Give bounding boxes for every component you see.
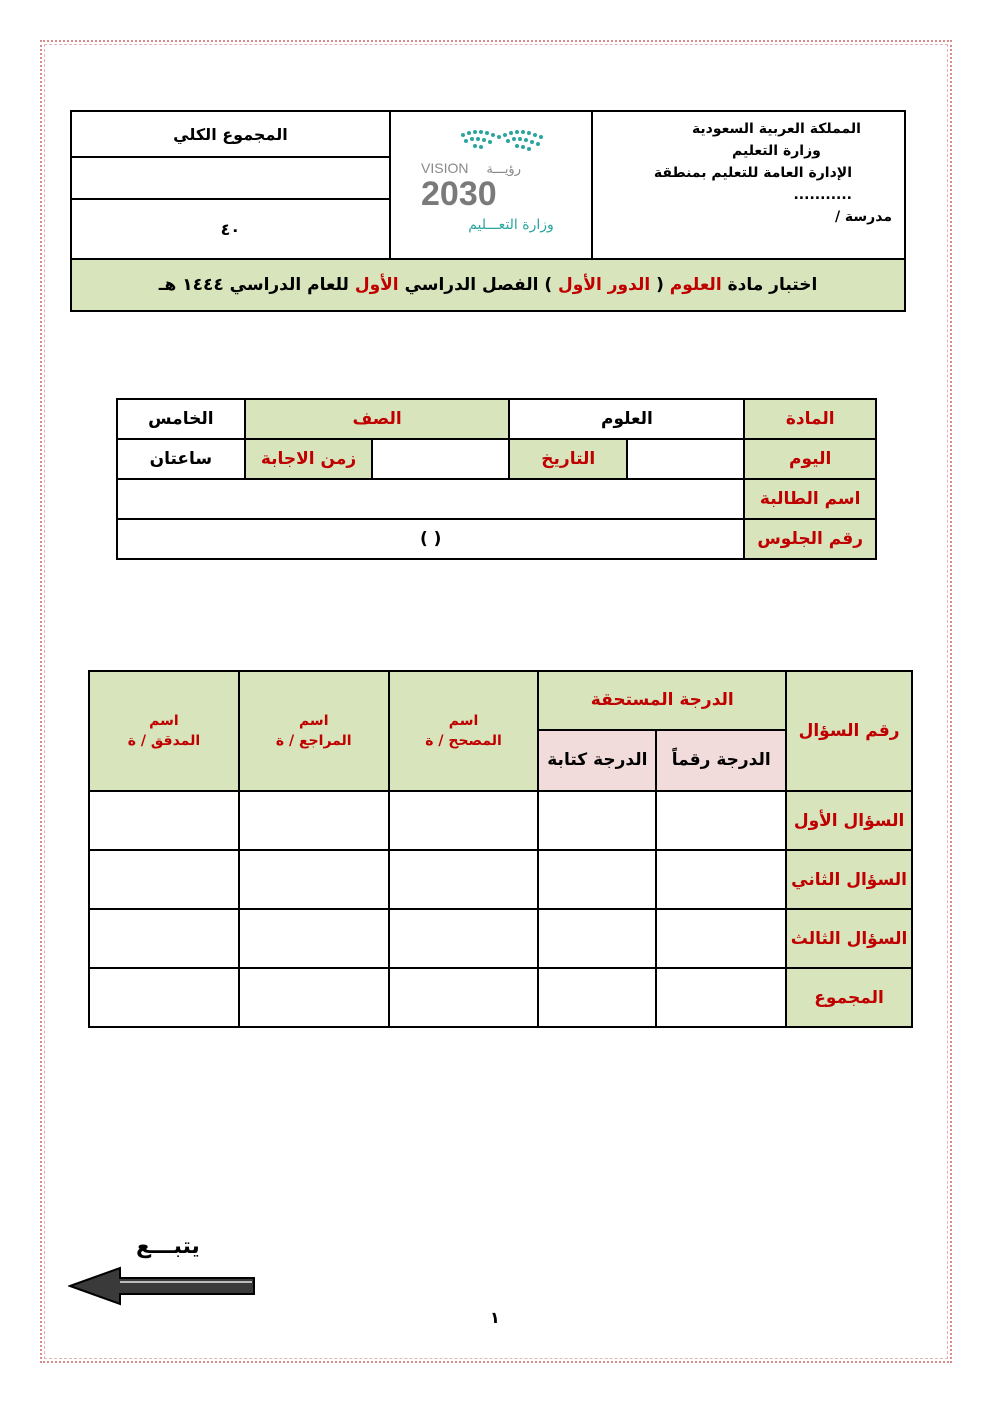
seat-label: رقم الجلوس — [744, 519, 876, 559]
page-number: ١ — [490, 1308, 500, 1327]
auditor-line-1: اسم — [149, 713, 179, 729]
auditor-header — [89, 671, 239, 791]
title-close-paren: ) — [544, 275, 553, 295]
grade-cell[interactable] — [389, 909, 539, 968]
grade-cell[interactable] — [656, 968, 786, 1027]
title-term: الأول — [354, 275, 399, 295]
grade-cell[interactable] — [538, 791, 656, 850]
ministry-line-2: وزارة التعليم — [732, 143, 821, 159]
auditor-line-2: المدقق / ة — [127, 733, 201, 749]
total-value — [71, 157, 390, 199]
title-year: للعام الدراسي ١٤٤٤ هـ — [158, 275, 349, 295]
grade-cell[interactable] — [389, 850, 539, 909]
grade-cell[interactable] — [656, 850, 786, 909]
vision-2030-logo — [391, 113, 591, 257]
grade-cell[interactable] — [656, 909, 786, 968]
grade-cell[interactable] — [538, 968, 656, 1027]
question-col-header: رقم السؤال — [786, 671, 912, 791]
ministry-info — [592, 111, 905, 259]
grade-cell[interactable] — [89, 909, 239, 968]
ministry-logo-text: وزارة التعـــليم — [468, 217, 554, 233]
follow-text: يتبـــع — [136, 1234, 200, 1259]
day-value[interactable] — [627, 439, 744, 479]
student-value[interactable] — [117, 479, 744, 519]
corrector-header — [389, 671, 539, 791]
subject-value: العلوم — [509, 399, 744, 439]
grade-cell[interactable] — [239, 968, 389, 1027]
grade-label: الصف — [245, 399, 510, 439]
reviewer-line-2: المراجع / ة — [275, 733, 352, 749]
row-label-2: السؤال الثاني — [786, 850, 912, 909]
row-label-total: المجموع — [786, 968, 912, 1027]
grades-table — [88, 670, 913, 1028]
title-term-text: الفصل الدراسي — [404, 275, 539, 295]
date-value[interactable] — [372, 439, 509, 479]
deserved-header: الدرجة المستحقة — [538, 671, 786, 730]
grade-cell[interactable] — [239, 850, 389, 909]
grade-value: الخامس — [117, 399, 245, 439]
grade-cell[interactable] — [656, 791, 786, 850]
title-open-paren: ( — [656, 275, 664, 295]
grade-cell[interactable] — [89, 791, 239, 850]
day-label: اليوم — [744, 439, 876, 479]
grade-cell[interactable] — [89, 850, 239, 909]
time-label: زمن الاجابة — [245, 439, 373, 479]
grade-cell[interactable] — [538, 850, 656, 909]
title-subject: العلوم — [669, 275, 722, 295]
corrector-line-1: اسم — [448, 713, 479, 729]
ministry-line-1: المملكة العربية السعودية — [691, 121, 861, 137]
seat-value[interactable]: ( ) — [117, 519, 744, 559]
subject-label: المادة — [744, 399, 876, 439]
vision-text: VISION — [420, 160, 469, 176]
exam-title — [71, 259, 905, 311]
time-value: ساعتان — [117, 439, 245, 479]
year-text: 2030 — [420, 175, 497, 213]
logo-graphic — [391, 113, 591, 257]
left-arrow-icon — [68, 1266, 258, 1306]
student-info-table — [116, 398, 877, 560]
grade-cell[interactable] — [389, 968, 539, 1027]
grade-cell[interactable] — [389, 791, 539, 850]
reviewer-line-1: اسم — [298, 713, 329, 729]
title-prefix: اختبار مادة — [727, 275, 818, 295]
ministry-line-3: الإدارة العامة للتعليم بمنطقة ........... — [653, 165, 852, 203]
grade-cell[interactable] — [239, 791, 389, 850]
student-label: اسم الطالبة — [744, 479, 876, 519]
title-round: الدور الأول — [558, 275, 651, 295]
header-table — [70, 110, 906, 312]
grade-cell[interactable] — [239, 909, 389, 968]
reviewer-header — [239, 671, 389, 791]
logo-cell — [390, 111, 592, 259]
vision-ar-text: رؤيـــة — [486, 162, 521, 177]
row-label-1: السؤال الأول — [786, 791, 912, 850]
max-score: ٤٠ — [71, 199, 390, 259]
row-label-3: السؤال الثالث — [786, 909, 912, 968]
ministry-line-4: مدرسة / — [834, 209, 892, 225]
grade-cell[interactable] — [538, 909, 656, 968]
corrector-line-2: المصحح / ة — [425, 733, 502, 749]
grade-cell[interactable] — [89, 968, 239, 1027]
date-label: التاريخ — [509, 439, 627, 479]
digits-header: الدرجة رقماً — [656, 730, 786, 791]
words-header: الدرجة كتابة — [538, 730, 656, 791]
total-label: المجموع الكلي — [71, 111, 390, 157]
